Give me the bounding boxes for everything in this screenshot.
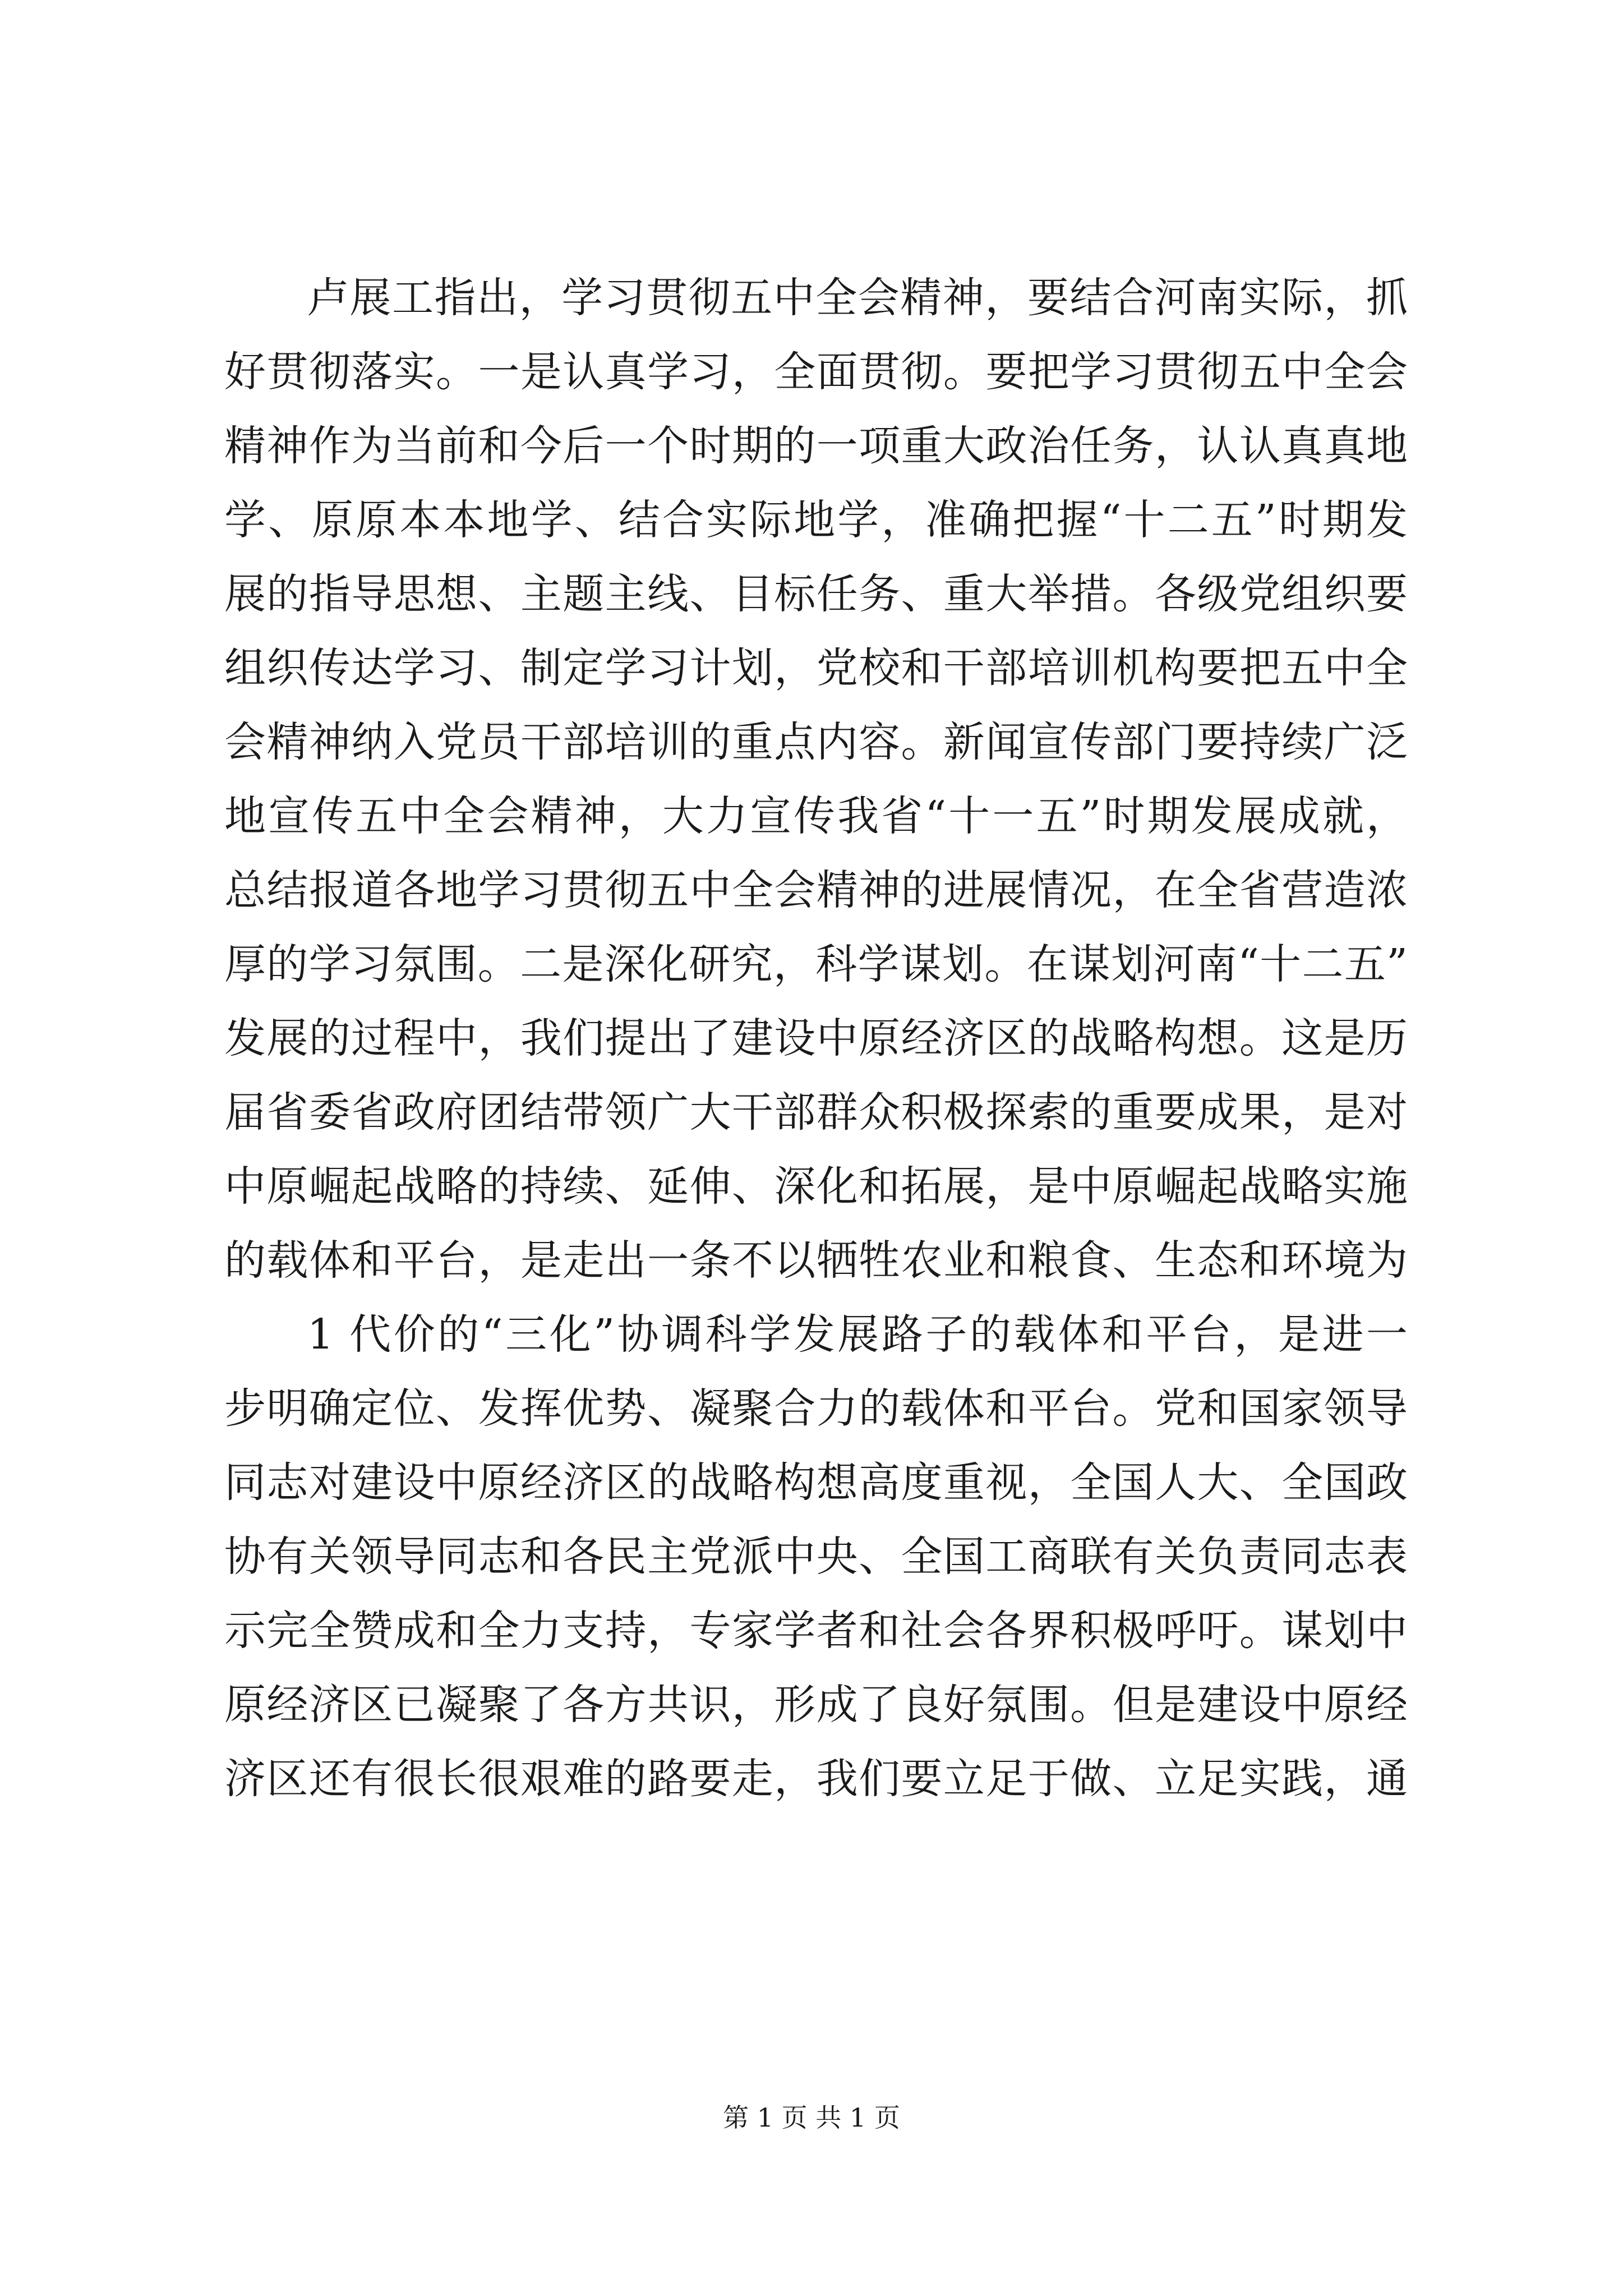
text-line: 同志对建设中原经济区的战略构想高度重视，全国人大、全国政 — [224, 1458, 1408, 1507]
text-line: 组织传达学习、制定学习计划，党校和干部培训机构要把五中全 — [224, 644, 1408, 692]
text-line: 步明确定位、发挥优势、凝聚合力的载体和平台。党和国家领导 — [224, 1384, 1408, 1433]
text-line: 好贯彻落实。一是认真学习，全面贯彻。要把学习贯彻五中全会 — [224, 348, 1408, 396]
text-line: 精神作为当前和今后一个时期的一项重大政治任务，认认真真地 — [224, 422, 1408, 470]
text-line: 届省委省政府团结带领广大干部群众积极探索的重要成果，是对 — [224, 1088, 1408, 1137]
text-line: 协有关领导同志和各民主党派中央、全国工商联有关负责同志表 — [224, 1533, 1408, 1581]
text-line: 1 代价的“三化”协调科学发展路子的载体和平台，是进一 — [307, 1310, 1408, 1359]
text-line: 地宣传五中全会精神，大力宣传我省“十一五”时期发展成就， — [224, 792, 1408, 840]
text-line: 济区还有很长很艰难的路要走，我们要立足于做、立足实践，通 — [224, 1755, 1408, 1803]
text-line: 卢展工指出，学习贯彻五中全会精神，要结合河南实际，抓 — [307, 274, 1408, 322]
text-line: 原经济区已凝聚了各方共识，形成了良好氛围。但是建设中原经 — [224, 1681, 1408, 1729]
text-line: 发展的过程中，我们提出了建设中原经济区的战略构想。这是历 — [224, 1014, 1408, 1062]
page-footer: 第 1 页 共 1 页 — [723, 2102, 900, 2133]
text-line: 学、原原本本地学、结合实际地学，准确把握“十二五”时期发 — [224, 496, 1408, 544]
text-line: 展的指导思想、主题主线、目标任务、重大举措。各级党组织要 — [224, 570, 1408, 618]
text-line: 厚的学习氛围。二是深化研究，科学谋划。在谋划河南“十二五” — [224, 940, 1408, 988]
text-line: 示完全赞成和全力支持，专家学者和社会各界积极呼吁。谋划中 — [224, 1607, 1408, 1655]
body-text — [224, 261, 1408, 1816]
text-line: 总结报道各地学习贯彻五中全会精神的进展情况，在全省营造浓 — [224, 866, 1408, 914]
text-line: 会精神纳入党员干部培训的重点内容。新闻宣传部门要持续广泛 — [224, 718, 1408, 766]
text-line: 的载体和平台，是走出一条不以牺牲农业和粮食、生态和环境为 — [224, 1236, 1408, 1285]
text-line: 中原崛起战略的持续、延伸、深化和拓展，是中原崛起战略实施 — [224, 1162, 1408, 1211]
